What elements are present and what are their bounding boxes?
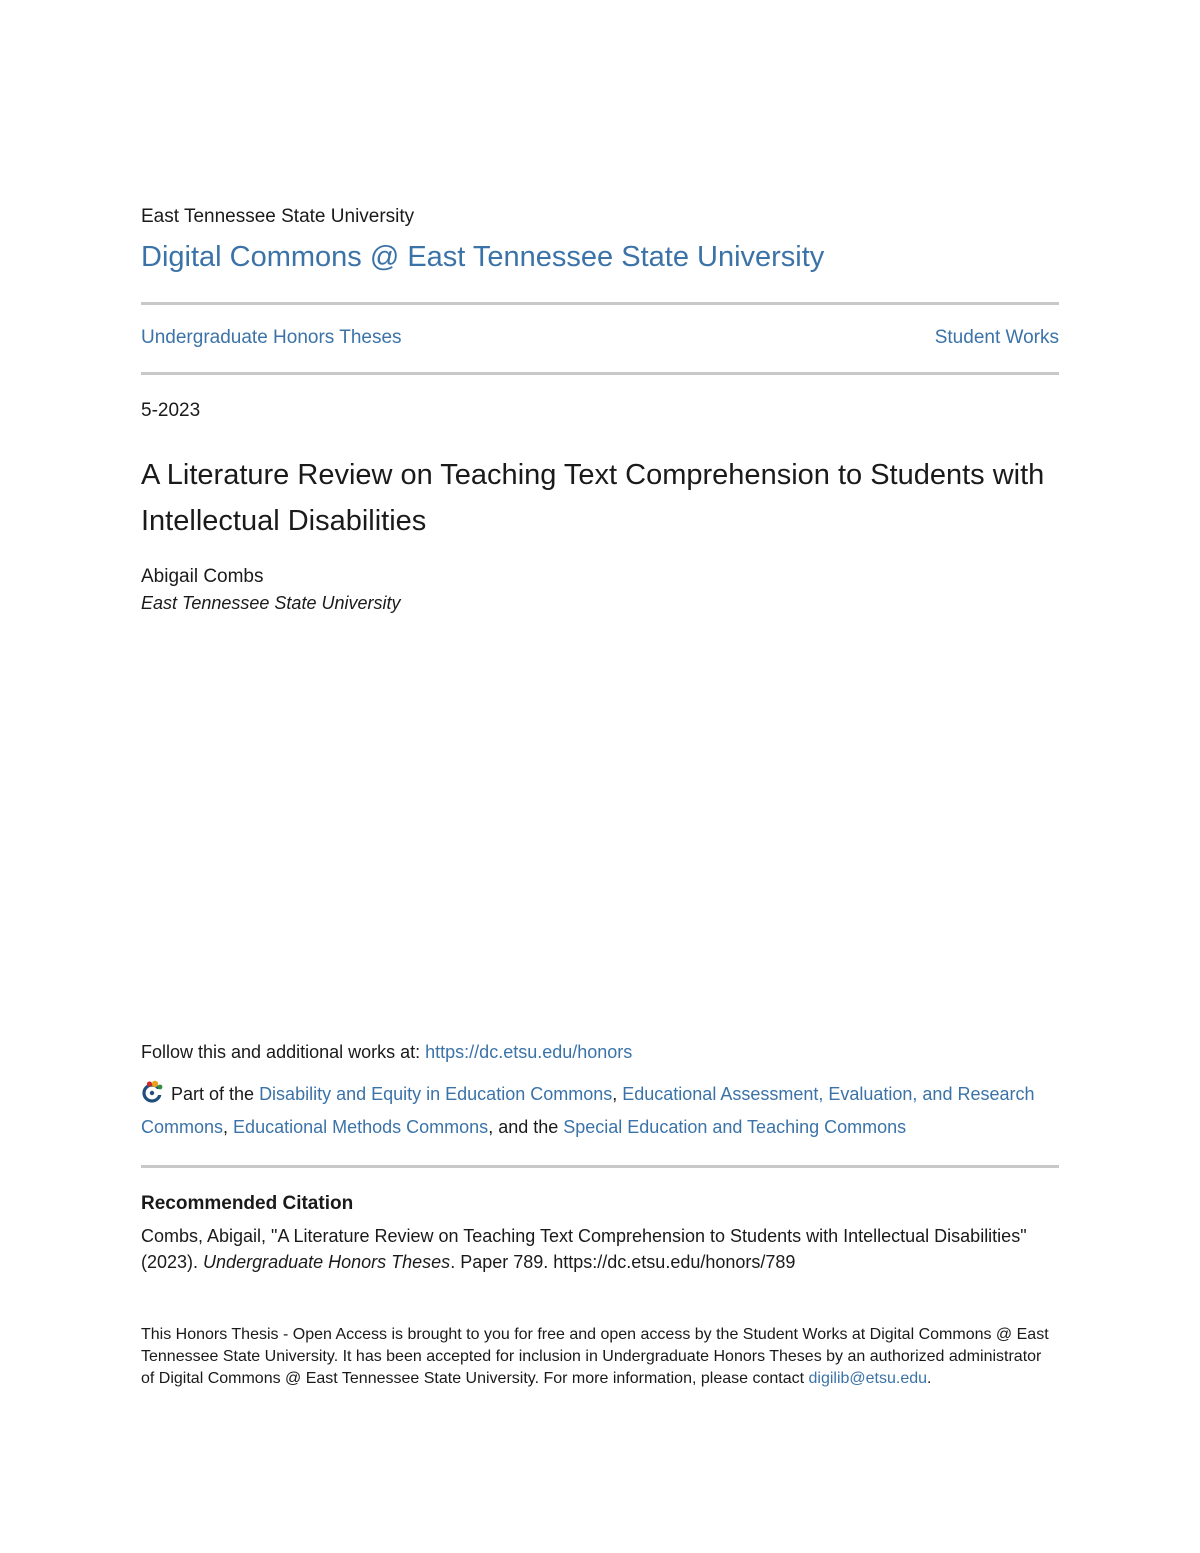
follow-line xyxy=(141,1042,632,1063)
divider-citation xyxy=(141,1165,1059,1168)
access-notice-text: This Honors Thesis - Open Access is brought to you for free and open access by the Student Works at Digital Commons @ East Tennessee State University. It has been accepted for inclusion in Undergraduate Honors Theses by an authorized administrator of Digital Commons @ East Tennessee State University. For more information, please contact xyxy=(141,1326,1049,1387)
divider-top xyxy=(141,302,1059,305)
cover-page xyxy=(141,0,1059,1553)
author-affiliation: East Tennessee State University xyxy=(141,593,401,613)
student-works-link[interactable]: Student Works xyxy=(934,327,1059,348)
commons-network-icon xyxy=(141,1080,165,1104)
part-of-separator: , and the xyxy=(488,1117,564,1137)
paper-title: A Literature Review on Teaching Text Comprehension to Students with Intellectual Disabilities xyxy=(141,459,1045,537)
citation-series: Undergraduate Honors Theses xyxy=(203,1252,451,1272)
citation-heading: Recommended Citation xyxy=(141,1193,354,1214)
citation-text xyxy=(141,1223,1059,1275)
author-name: Abigail Combs xyxy=(141,566,264,587)
part-of-commons xyxy=(141,1078,1059,1144)
commons-link-disability-equity[interactable]: Disability and Equity in Education Commons xyxy=(259,1084,613,1104)
commons-link-special-education[interactable]: Special Education and Teaching Commons xyxy=(563,1117,907,1137)
access-notice-end: . xyxy=(927,1370,932,1387)
commons-link-educational-assessment[interactable]: Educational Assessment, Evaluation, and Research Commons xyxy=(141,1084,1035,1137)
part-of-separator: , xyxy=(223,1117,234,1137)
part-of-separator: , xyxy=(612,1084,623,1104)
divider-series xyxy=(141,372,1059,375)
follow-url-link[interactable]: https://dc.etsu.edu/honors xyxy=(425,1042,633,1062)
citation-text-end: . Paper 789. https://dc.etsu.edu/honors/789 xyxy=(450,1252,796,1272)
publication-date: 5-2023 xyxy=(141,400,201,421)
commons-link-educational-methods[interactable]: Educational Methods Commons xyxy=(233,1117,489,1137)
access-notice xyxy=(141,1324,1059,1390)
contact-email-link[interactable]: digilib@etsu.edu xyxy=(808,1370,928,1387)
follow-prefix: Follow this and additional works at: xyxy=(141,1042,426,1062)
repository-link[interactable]: Digital Commons @ East Tennessee State University xyxy=(141,241,825,273)
citation-text-main: Combs, Abigail, "A Literature Review on Teaching Text Comprehension to Students with Intellectual Disabilities" (2023). xyxy=(141,1226,1027,1272)
series-row xyxy=(141,327,1059,349)
institution-name: East Tennessee State University xyxy=(141,206,415,227)
part-of-prefix: Part of the xyxy=(171,1084,260,1104)
honors-theses-link[interactable]: Undergraduate Honors Theses xyxy=(141,327,402,348)
